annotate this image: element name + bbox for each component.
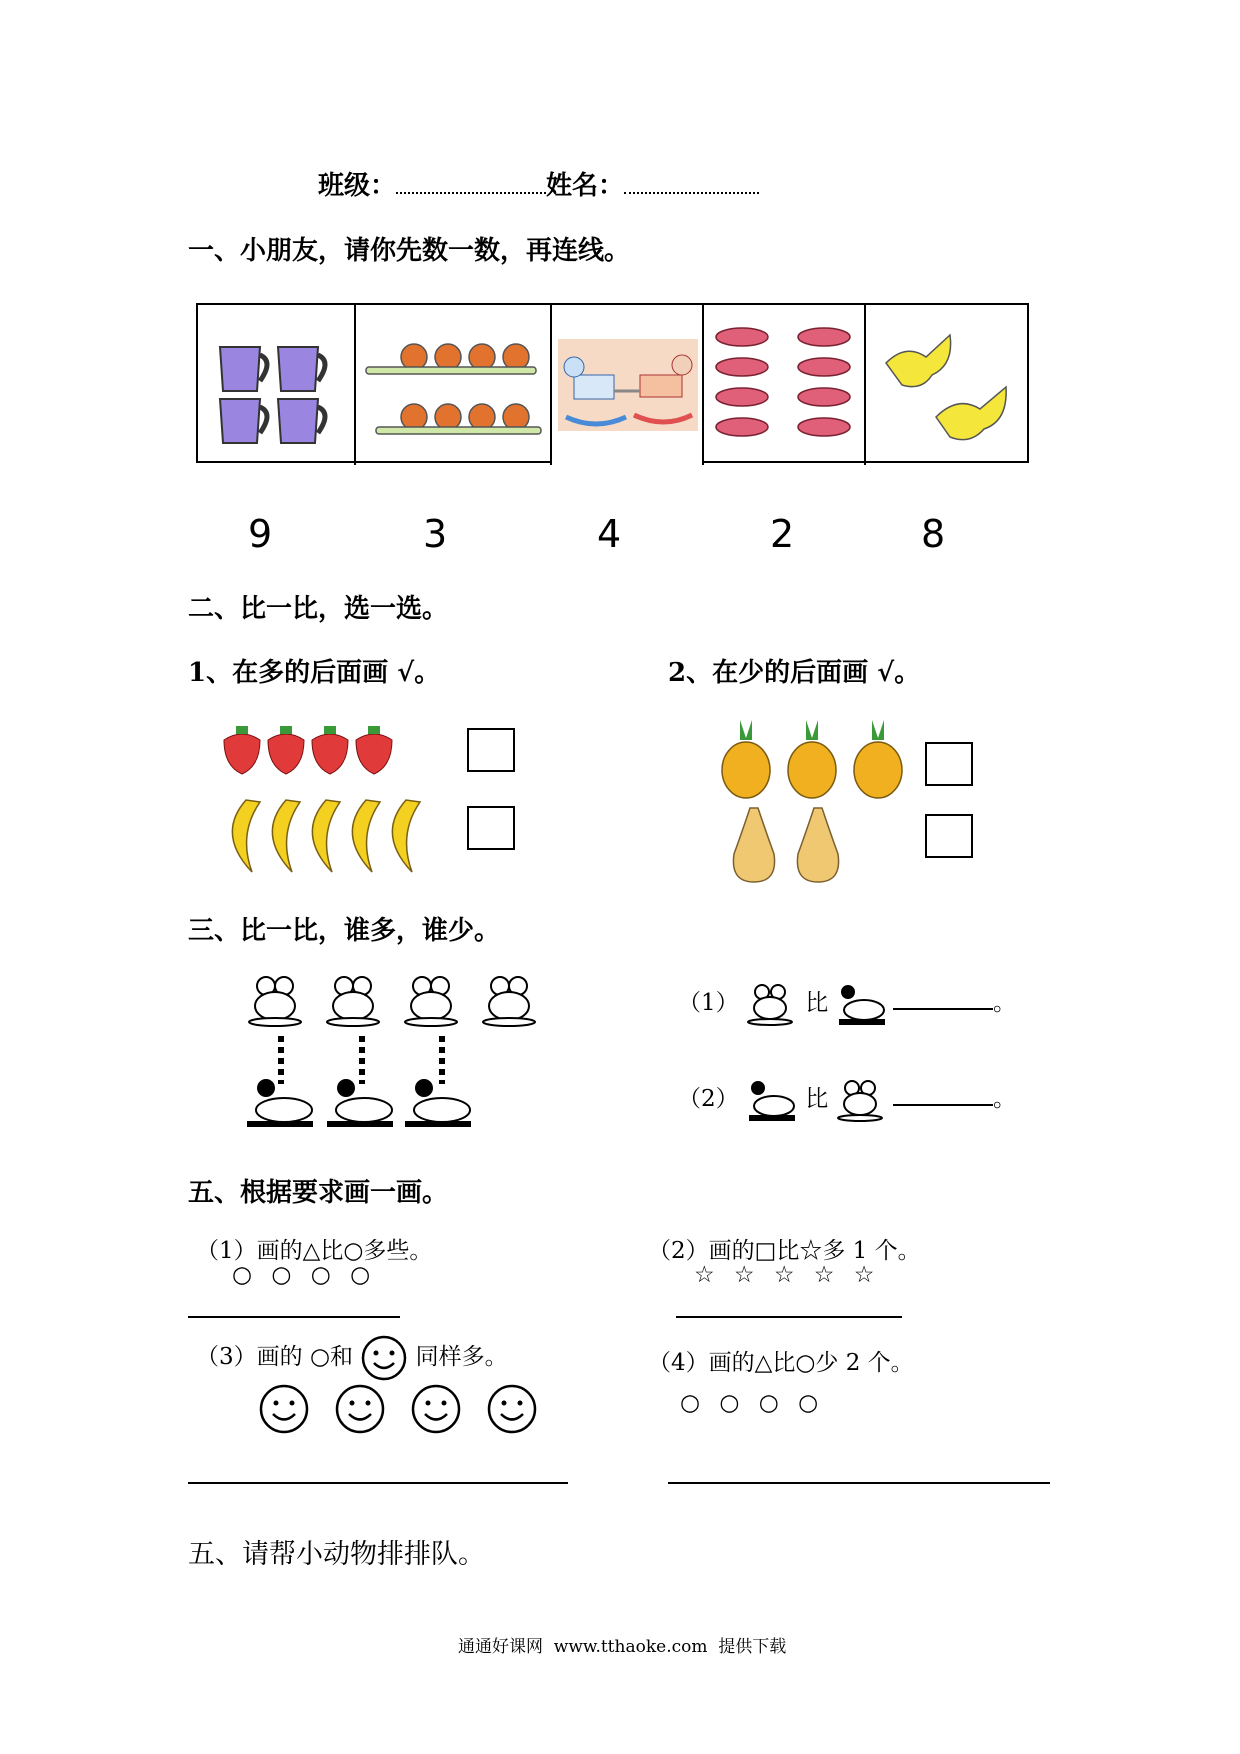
frog-icon [746, 982, 798, 1026]
cell-cups [198, 305, 356, 465]
section3-title: 三、比一比，谁多，谁少。 [188, 916, 501, 946]
compare-q1-end: 。 [993, 990, 1016, 1016]
strawberries-icon [218, 718, 408, 778]
compare-q2 [678, 1078, 888, 1122]
draw-q4-answer-line[interactable] [668, 1482, 1050, 1484]
number-4: 2 [770, 512, 795, 556]
section6-title: 五、请帮小动物排排队。 [188, 1539, 485, 1570]
draw-q2-shapes: ☆ ☆ ☆ ☆ ☆ [694, 1262, 881, 1288]
rocking-horses-icon [552, 305, 702, 461]
draw-q3-answer-line[interactable] [188, 1482, 568, 1484]
draw-q3-pre: （3）画的 ○和 [196, 1344, 354, 1370]
compare-q1-blank[interactable] [893, 1008, 993, 1010]
fish-icon [704, 305, 864, 461]
compare-q1 [678, 982, 888, 1026]
draw-q4-shapes: ○ ○ ○ ○ [680, 1390, 825, 1416]
class-label: 班级： [318, 171, 397, 201]
draw-q1: （1）画的△比○多些。 [196, 1238, 433, 1264]
compare-q2-word: 比 [805, 1086, 829, 1112]
pineapples-icon [718, 720, 908, 800]
class-blank[interactable] [396, 166, 546, 194]
more-checkbox-1[interactable] [467, 728, 515, 772]
duck-icon [836, 982, 888, 1026]
frogs-and-ducks-icon [244, 970, 554, 1130]
section5-title: 五、根据要求画一画。 [188, 1178, 449, 1208]
compare-q1-word: 比 [805, 990, 829, 1016]
cell-horses [552, 305, 704, 465]
footer-text: 通通好课网 www.tthaoke.com 提供下载 [458, 1637, 787, 1657]
section1-title: 一、小朋友，请你先数一数，再连线。 [188, 236, 631, 266]
number-5: 8 [921, 512, 946, 556]
picture-table [196, 303, 1029, 463]
draw-q3-post: 同样多。 [415, 1344, 508, 1370]
draw-q1-answer-line[interactable] [188, 1316, 400, 1318]
draw-q2: （2）画的□比☆多 1 个。 [648, 1238, 921, 1264]
frog-icon [836, 1078, 888, 1122]
draw-q4: （4）画的△比○少 2 个。 [648, 1350, 914, 1376]
duck-icon [746, 1078, 798, 1122]
compare-q2-label: （2） [678, 1086, 739, 1112]
less-checkbox-2[interactable] [925, 814, 973, 858]
cell-fish [704, 305, 866, 465]
number-2: 3 [423, 512, 448, 556]
header-line [318, 165, 759, 202]
cell-snails [356, 305, 552, 465]
bananas-icon [216, 796, 426, 876]
number-1: 9 [248, 512, 273, 556]
compare-q2-end: 。 [993, 1086, 1016, 1112]
section2-title: 二、比一比，选一选。 [188, 594, 449, 624]
draw-q1-shapes: ○ ○ ○ ○ [232, 1262, 377, 1288]
smiley-row-icon [258, 1382, 538, 1436]
section2-q2: 2、在少的后面画 √。 [668, 658, 921, 688]
draw-q2-answer-line[interactable] [676, 1316, 902, 1318]
compare-q1-label: （1） [678, 990, 739, 1016]
compare-q2-blank[interactable] [893, 1104, 993, 1106]
draw-q3 [196, 1334, 508, 1382]
name-label: 姓名： [546, 171, 625, 201]
less-checkbox-1[interactable] [925, 742, 973, 786]
snails-icon [356, 305, 550, 461]
more-checkbox-2[interactable] [467, 806, 515, 850]
pears-icon [728, 804, 848, 884]
smiley-icon [360, 1334, 408, 1382]
cups-icon [198, 305, 354, 461]
name-blank[interactable] [624, 166, 759, 194]
cell-birds [866, 305, 1027, 465]
number-3: 4 [597, 512, 622, 556]
birds-icon [866, 305, 1026, 461]
section2-q1: 1、在多的后面画 √。 [188, 658, 441, 688]
